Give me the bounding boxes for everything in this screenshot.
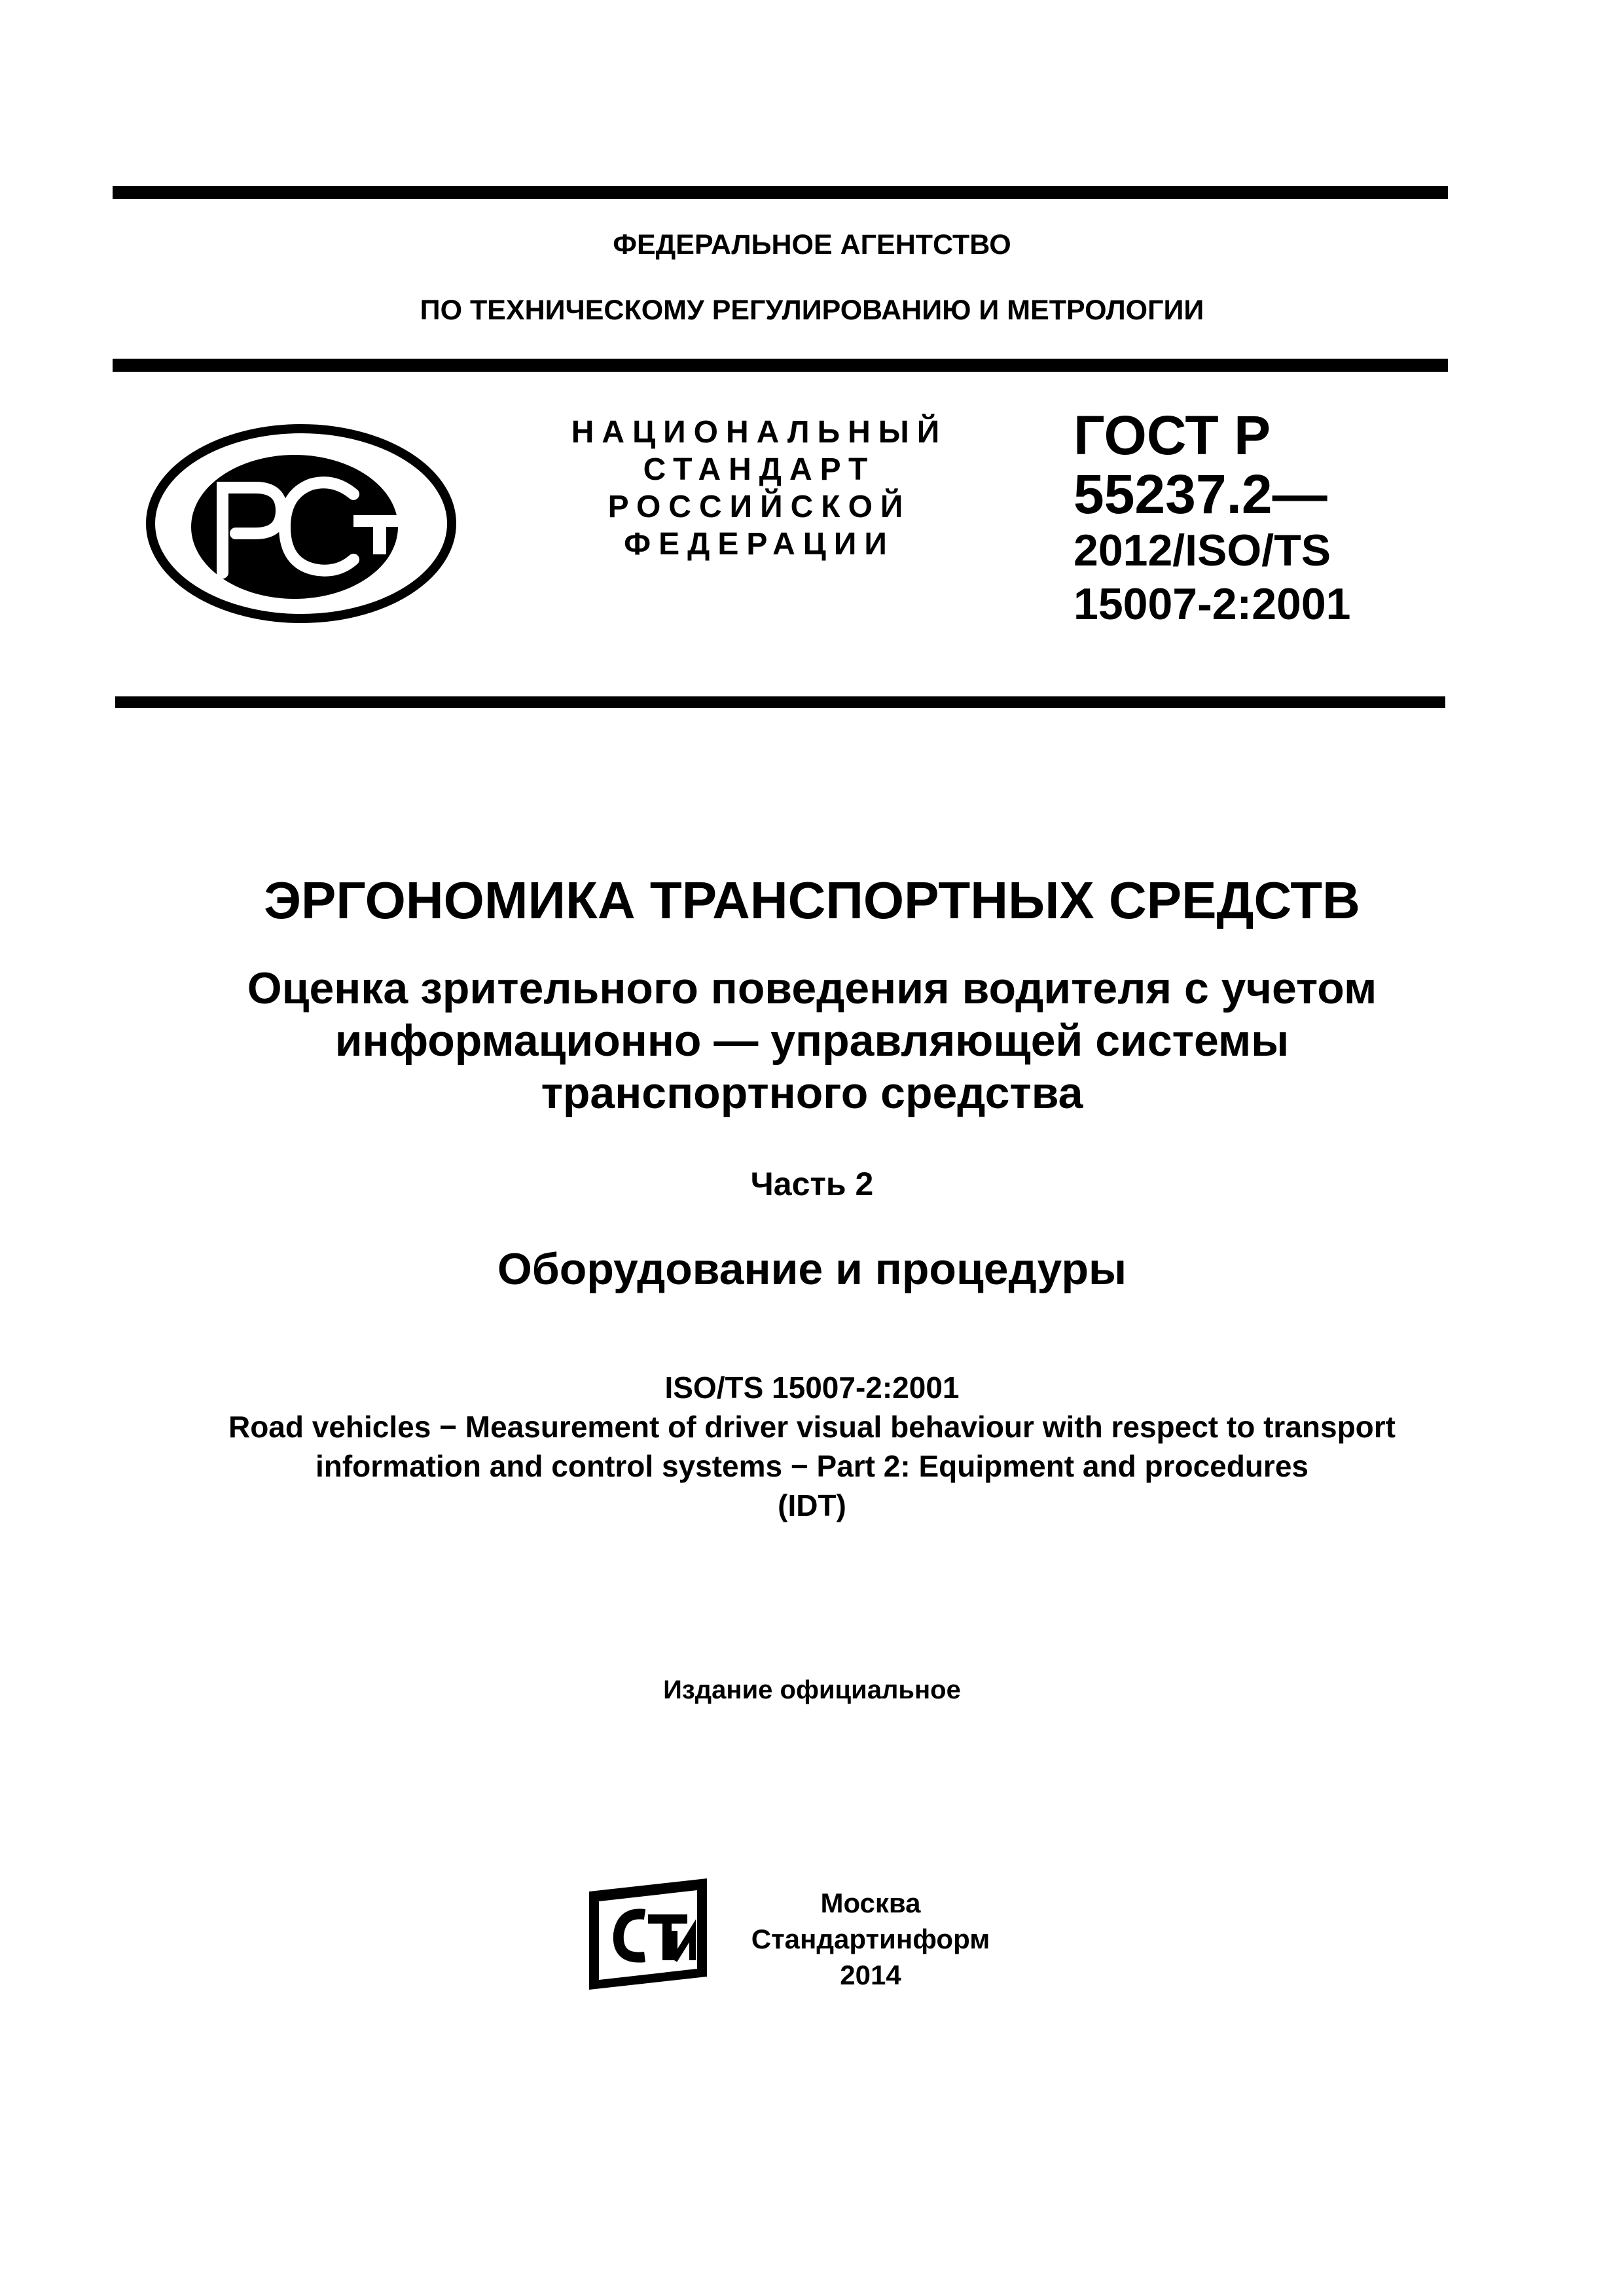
document-title: ЭРГОНОМИКА ТРАНСПОРТНЫХ СРЕДСТВ <box>264 871 1360 929</box>
national-line: ФЕДЕРАЦИИ <box>624 527 895 562</box>
iso-line: (IDT) <box>778 1488 846 1522</box>
code-line: 55237.2— <box>1074 463 1327 525</box>
publisher-year: 2014 <box>840 1960 901 1990</box>
national-line: СТАНДАРТ <box>643 452 876 487</box>
agency-line-2: ПО ТЕХНИЧЕСКОМУ РЕГУЛИРОВАНИЮ И МЕТРОЛОГИИ <box>420 295 1204 326</box>
header-rule <box>113 359 1448 372</box>
publisher-city: Москва <box>820 1888 921 1918</box>
document-subtitle <box>0 962 1624 1119</box>
top-rule <box>113 186 1448 199</box>
iso-line: Road vehicles − Measurement of driver visual behaviour with respect to transport <box>228 1410 1396 1444</box>
standartinform-logo-icon <box>583 1878 713 1990</box>
iso-reference <box>0 1368 1624 1525</box>
part-title: Оборудование и процедуры <box>497 1244 1127 1294</box>
subtitle-line: информационно — управляющей системы <box>334 1016 1290 1066</box>
part-number: Часть 2 <box>750 1166 874 1202</box>
code-line: 2012/ISO/TS <box>1074 526 1331 575</box>
publisher-name: Стандартинформ <box>751 1924 990 1954</box>
national-line: РОССИЙСКОЙ <box>607 490 911 524</box>
code-line: 15007-2:2001 <box>1074 579 1351 629</box>
national-standard-label <box>550 414 969 563</box>
publisher-info <box>733 1885 1008 1993</box>
code-line: ГОСТ Р <box>1074 404 1271 466</box>
national-line: НАЦИОНАЛЬНЫЙ <box>571 415 948 450</box>
iso-line: information and control systems − Part 2: Equipment and procedures <box>315 1449 1308 1483</box>
subtitle-line: транспортного средства <box>541 1068 1083 1118</box>
iso-line: ISO/TS 15007-2:2001 <box>664 1371 960 1405</box>
rst-logo-icon <box>144 422 458 625</box>
section-rule <box>115 696 1445 708</box>
agency-line-1: ФЕДЕРАЛЬНОЕ АГЕНТСТВО <box>613 229 1011 260</box>
standard-code <box>1074 406 1350 631</box>
subtitle-line: Оценка зрительного поведения водителя с учетом <box>247 963 1377 1013</box>
edition-label: Издание официальное <box>663 1676 961 1704</box>
